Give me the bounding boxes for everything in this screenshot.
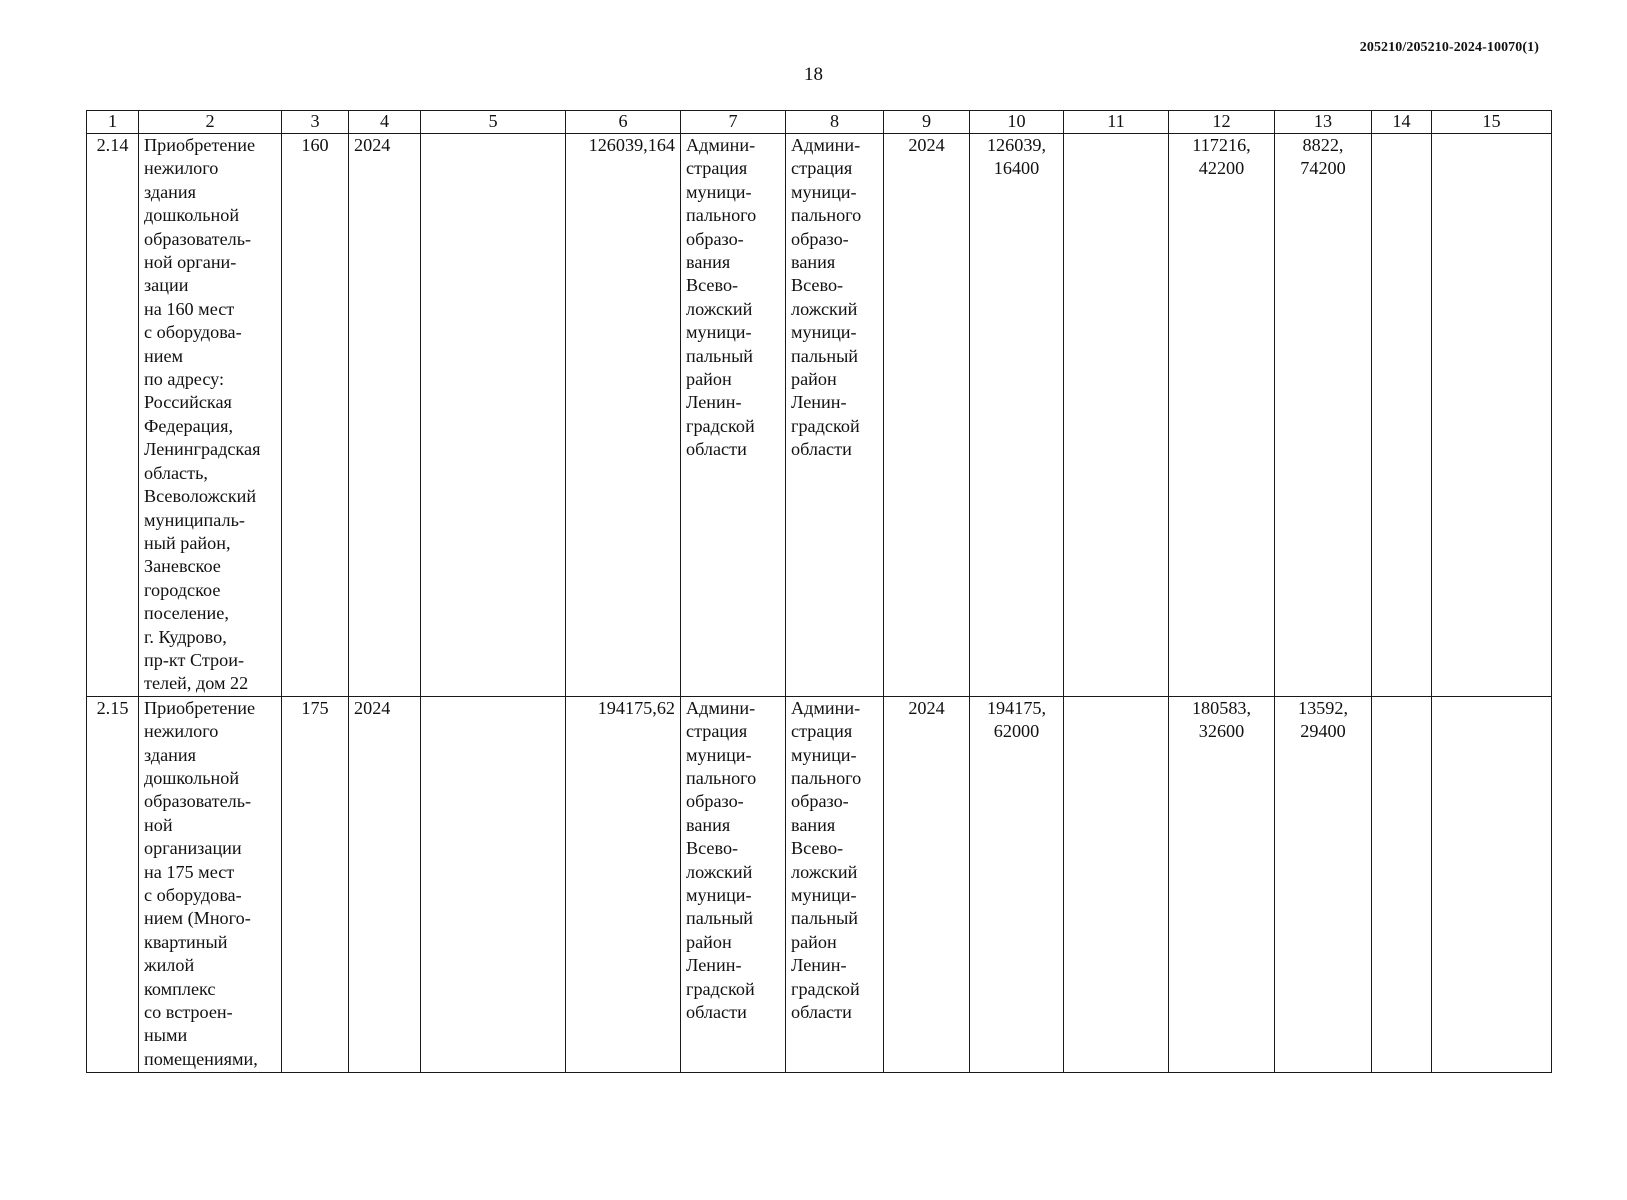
column-header: 13 [1275, 111, 1372, 134]
column-header: 7 [681, 111, 786, 134]
column-13-amount: 13592, 29400 [1275, 696, 1372, 1072]
column-header: 6 [566, 111, 681, 134]
column-5-cell [421, 134, 566, 697]
column-number-row [87, 111, 1552, 134]
column-header: 2 [139, 111, 282, 134]
total-amount: 126039, 16400 [970, 134, 1064, 697]
total-amount: 194175, 62000 [970, 696, 1064, 1072]
column-15-cell [1432, 134, 1552, 697]
column-header: 5 [421, 111, 566, 134]
column-14-cell [1372, 696, 1432, 1072]
data-table [86, 110, 1552, 1073]
column-header: 15 [1432, 111, 1552, 134]
year: 2024 [349, 134, 421, 697]
capacity: 160 [282, 134, 349, 697]
column-header: 4 [349, 111, 421, 134]
financing-year: 2024 [884, 696, 970, 1072]
table-row [87, 696, 1552, 1072]
column-15-cell [1432, 696, 1552, 1072]
column-header: 11 [1064, 111, 1169, 134]
column-12-amount: 180583, 32600 [1169, 696, 1275, 1072]
estimated-cost: 194175,62 [566, 696, 681, 1072]
object-name: Приобретение нежилого здания дошкольной образователь- ной организации на 175 мест с оборудова- нием (Много- квартиный жилой комплекс со встроен- ными помещениями, [139, 696, 282, 1072]
year: 2024 [349, 696, 421, 1072]
column-header: 10 [970, 111, 1064, 134]
table-row [87, 134, 1552, 697]
customer: Админи- страция муници- пального образо- вания Всево- ложский муници- пальный район Ленин- градской области [681, 134, 786, 697]
column-header: 12 [1169, 111, 1275, 134]
row-number: 2.14 [87, 134, 139, 697]
developer: Админи- страция муници- пального образо- вания Всево- ложский муници- пальный район Ленин- градской области [786, 696, 884, 1072]
column-header: 14 [1372, 111, 1432, 134]
document-id: 205210/205210-2024-10070(1) [1359, 40, 1539, 55]
column-header: 3 [282, 111, 349, 134]
estimated-cost: 126039,164 [566, 134, 681, 697]
developer: Админи- страция муници- пального образо- вания Всево- ложский муници- пальный район Ленин- градской области [786, 134, 884, 697]
column-header: 1 [87, 111, 139, 134]
column-12-amount: 117216, 42200 [1169, 134, 1275, 697]
column-5-cell [421, 696, 566, 1072]
row-number: 2.15 [87, 696, 139, 1072]
object-name: Приобретение нежилого здания дошкольной образователь- ной органи- зации на 160 мест с оборудова- нием по адресу: Российская Федерация, Ленинградская область, Всеволожский муниципаль- ный район, Заневское городское поселение, г. Кудрово, пр-кт Строи- телей, дом 22 [139, 134, 282, 697]
column-13-amount: 8822, 74200 [1275, 134, 1372, 697]
customer: Админи- страция муници- пального образо- вания Всево- ложский муници- пальный район Ленин- градской области [681, 696, 786, 1072]
column-11-cell [1064, 696, 1169, 1072]
column-14-cell [1372, 134, 1432, 697]
column-header: 8 [786, 111, 884, 134]
capacity: 175 [282, 696, 349, 1072]
financing-year: 2024 [884, 134, 970, 697]
column-11-cell [1064, 134, 1169, 697]
page-number: 18 [804, 64, 823, 85]
column-header: 9 [884, 111, 970, 134]
